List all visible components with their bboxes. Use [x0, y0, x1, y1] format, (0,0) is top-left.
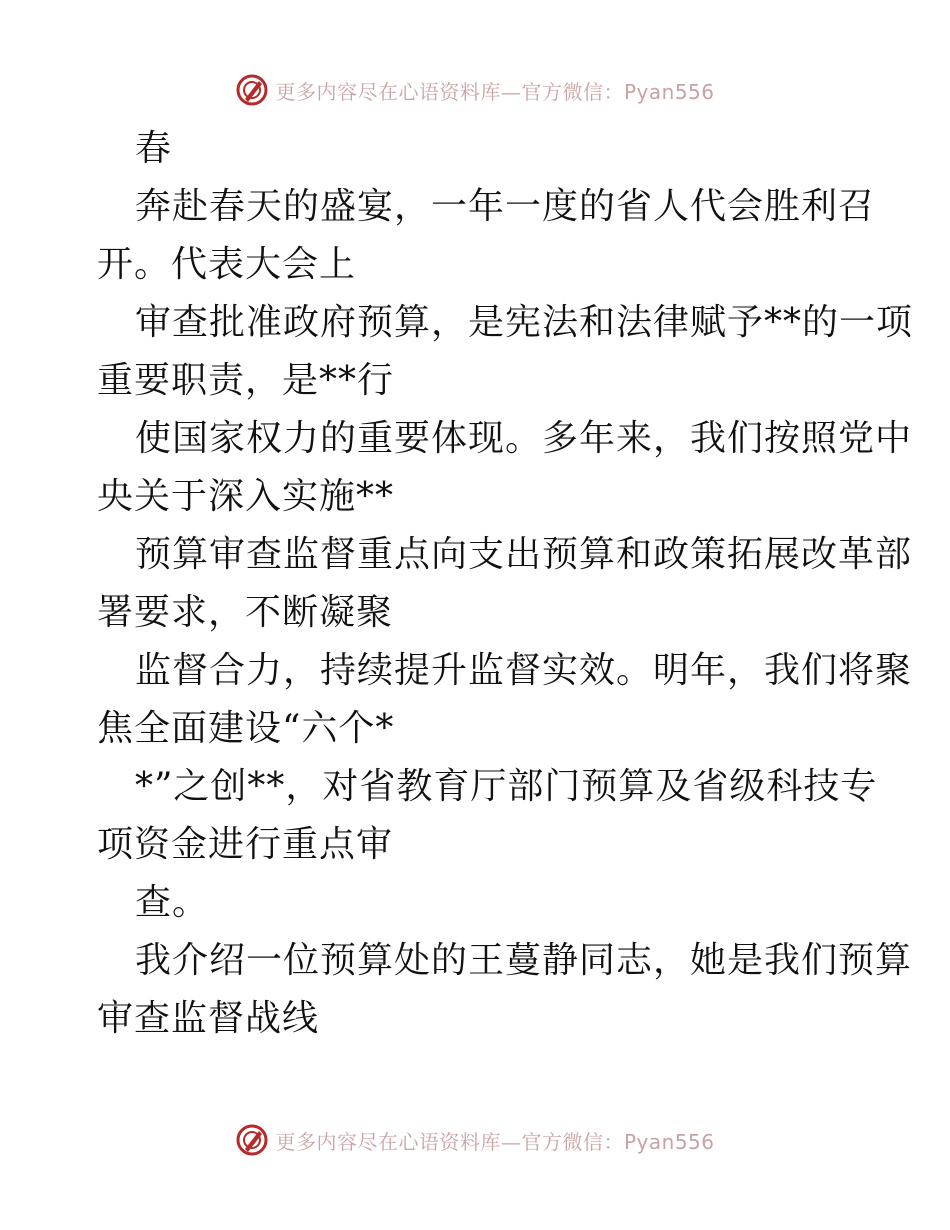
text-line: 监督合力，持续提升监督实效。明年，我们将聚 [135, 650, 913, 691]
text-line: 春 [135, 128, 173, 169]
footer-banner [0, 1120, 950, 1160]
header-banner [0, 70, 950, 110]
pen-logo-icon [235, 1123, 269, 1157]
pen-logo-icon [235, 73, 269, 107]
text-line: 开。代表大会上 [97, 244, 357, 285]
text-line: 项资金进行重点审 [97, 824, 394, 865]
footer-brand-text: 更多内容尽在心语资料库 [275, 1129, 501, 1154]
text-line: 央关于深入实施** [97, 476, 395, 517]
text-line: 审查批准政府预算，是宪法和法律赋予**的一项 [135, 302, 914, 343]
text-line: 署要求，不断凝聚 [97, 592, 394, 633]
text-line: 焦全面建设“六个* [97, 708, 395, 749]
text-line: 使国家权力的重要体现。多年来，我们按照党中 [135, 418, 913, 459]
footer-wechat-id: Pyan556 [623, 1129, 715, 1154]
header-wechat-id: Pyan556 [623, 79, 715, 104]
footer-wechat-label: 官方微信： [521, 1129, 624, 1154]
footer-dash: — [500, 1129, 522, 1154]
header-brand-text: 更多内容尽在心语资料库 [275, 79, 501, 104]
text-line: *”之创**，对省教育厅部门预算及省级科技专 [135, 766, 878, 807]
header-brand-line [275, 76, 714, 105]
text-line: 重要职责，是**行 [97, 360, 395, 401]
text-line: 查。 [135, 882, 210, 923]
header-wechat-label: 官方微信： [521, 79, 624, 104]
footer-brand-line [275, 1126, 714, 1155]
text-line: 预算审查监督重点向支出预算和政策拓展改革部 [135, 534, 913, 575]
text-line: 审查监督战线 [97, 998, 320, 1039]
header-dash: — [500, 79, 522, 104]
text-line: 奔赴春天的盛宴，一年一度的省人代会胜利召 [135, 186, 876, 227]
text-line: 我介绍一位预算处的王蔓静同志，她是我们预算 [135, 940, 913, 981]
document-body [97, 120, 914, 1048]
